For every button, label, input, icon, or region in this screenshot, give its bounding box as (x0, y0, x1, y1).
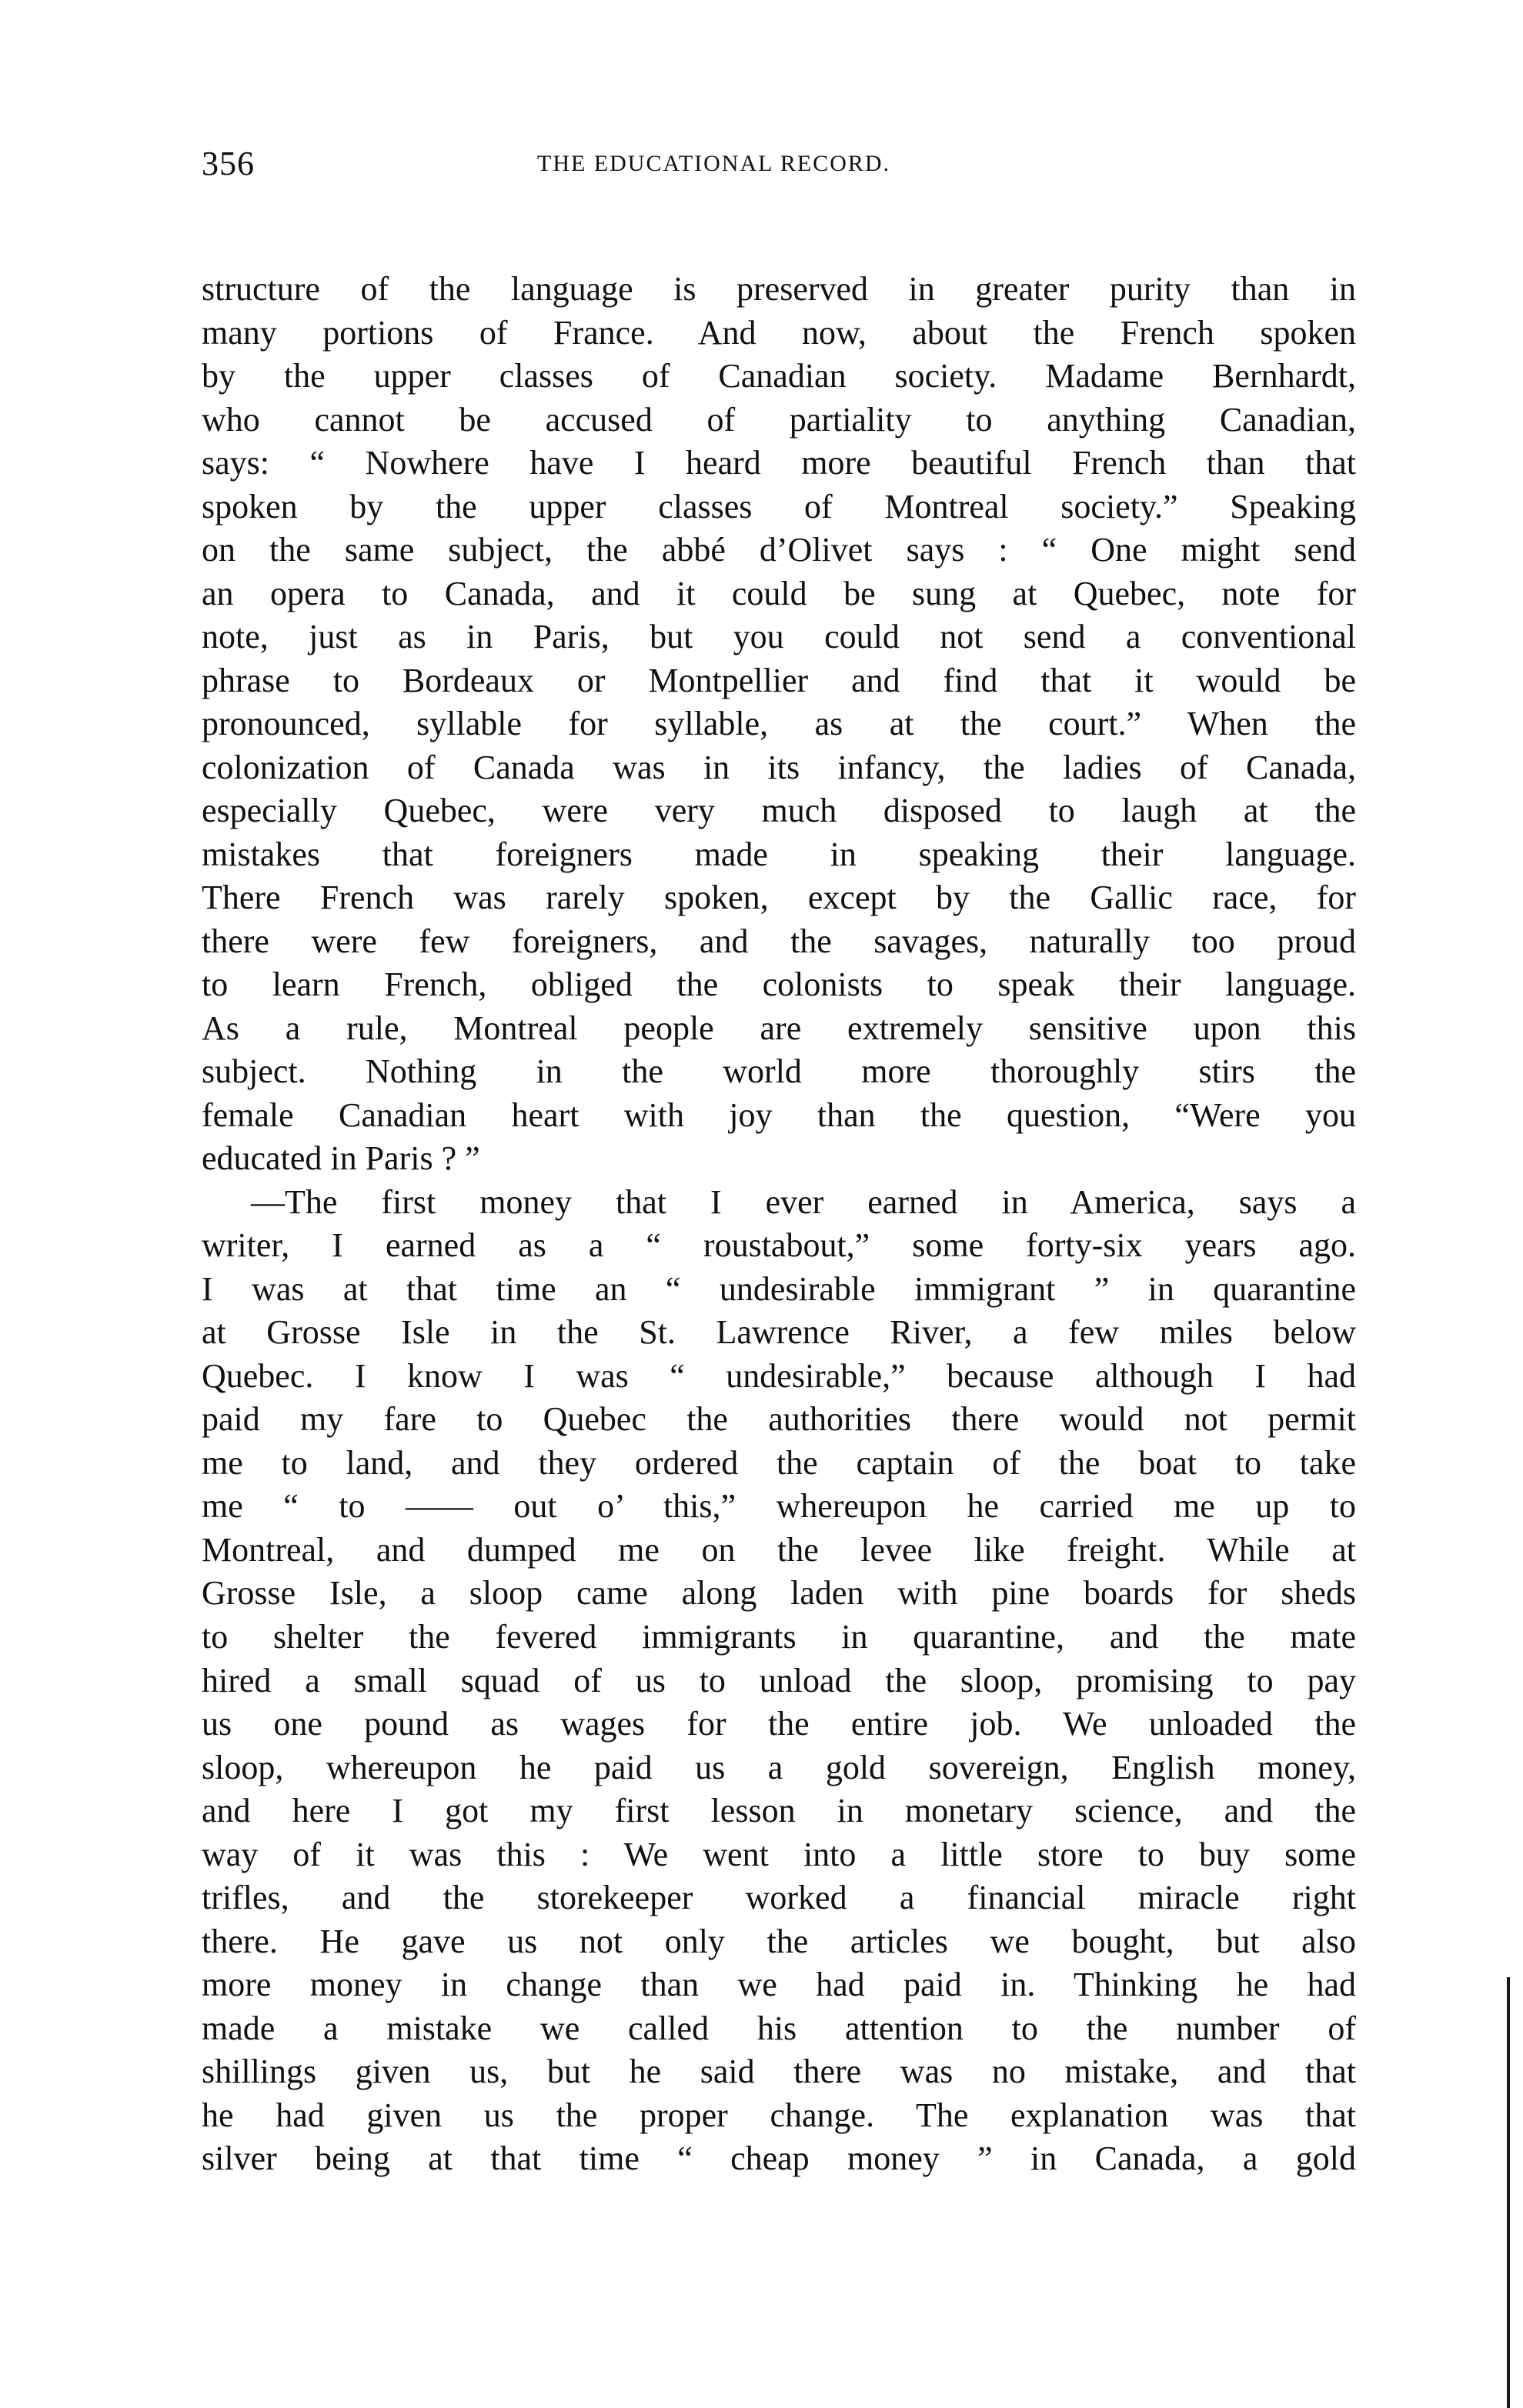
text-line: to learn French, obliged the colonists to speak their language. (202, 966, 1356, 1004)
text-line: by the upper classes of Canadian society. Madame Bernhardt, (202, 357, 1356, 395)
text-line: us one pound as wages for the entire job. We unloaded the (202, 1705, 1356, 1743)
text-line: an opera to Canada, and it could be sung at Quebec, note for (202, 574, 1356, 612)
text-line: made a mistake we called his attention to the number of (202, 2009, 1356, 2047)
page-number: 356 (202, 145, 255, 182)
text-line: colonization of Canada was in its infancy, the ladies of Canada, (202, 748, 1356, 786)
text-line: phrase to Bordeaux or Montpellier and find that it would be (202, 661, 1356, 699)
text-line: says: “ Nowhere have I heard more beautiful French than that (202, 444, 1356, 482)
text-line: silver being at that time “ cheap money ” in Canada, a gold (202, 2140, 1356, 2178)
text-line: mistakes that foreigners made in speaking their language. (202, 835, 1356, 873)
text-line: I was at that time an “ undesirable immigrant ” in quarantine (202, 1269, 1356, 1308)
text-line: There French was rarely spoken, except by the Gallic race, for (202, 879, 1356, 917)
text-line: hired a small squad of us to unload the sloop, promising to pay (202, 1661, 1356, 1699)
text-line: pronounced, syllable for syllable, as at the court.” When the (202, 705, 1356, 743)
text-line: educated in Paris ? ” (202, 1139, 480, 1178)
text-line: there. He gave us not only the articles we bought, but also (202, 1922, 1356, 1960)
text-line: writer, I earned as a “ roustabout,” some forty-six years ago. (202, 1226, 1356, 1265)
text-line: Quebec. I know I was “ undesirable,” because although I had (202, 1356, 1356, 1395)
text-line: he had given us the proper change. The explanation was that (202, 2096, 1356, 2134)
text-line: more money in change than we had paid in. Thinking he had (202, 1966, 1356, 2004)
page-edge-mark (1507, 1977, 1510, 2408)
running-title: THE EDUCATIONAL RECORD. (537, 151, 891, 176)
text-line: there were few foreigners, and the savages, naturally too proud (202, 922, 1356, 960)
text-line: shillings given us, but he said there was no mistake, and that (202, 2053, 1356, 2091)
text-line: note, just as in Paris, but you could not send a conventional (202, 618, 1356, 656)
text-line: me to land, and they ordered the captain of the boat to take (202, 1443, 1356, 1482)
text-line: me “ to —— out o’ this,” whereupon he carried me up to (202, 1487, 1356, 1526)
text-line: spoken by the upper classes of Montreal society.” Speaking (202, 487, 1356, 525)
text-line: female Canadian heart with joy than the question, “Were you (202, 1096, 1356, 1134)
text-line: to shelter the fevered immigrants in quarantine, and the mate (202, 1617, 1356, 1656)
text-line: sloop, whereupon he paid us a gold sovereign, English money, (202, 1748, 1356, 1786)
text-line: subject. Nothing in the world more thoroughly stirs the (202, 1052, 1356, 1091)
text-line: structure of the language is preserved in greater purity than in (202, 270, 1356, 308)
text-line: Montreal, and dumped me on the levee like freight. While at (202, 1530, 1356, 1569)
body-text (202, 268, 1356, 2181)
page-header (202, 137, 1356, 191)
text-line: on the same subject, the abbé d’Olivet says : “ One might send (202, 531, 1356, 569)
text-line: Grosse Isle, a sloop came along laden with pine boards for sheds (202, 1574, 1356, 1613)
text-line: —The first money that I ever earned in America, says a (251, 1182, 1356, 1221)
text-line: trifles, and the storekeeper worked a financial miracle right (202, 1879, 1356, 1917)
text-line: especially Quebec, were very much disposed to laugh at the (202, 792, 1356, 830)
text-line: many portions of France. And now, about the French spoken (202, 313, 1356, 352)
text-line: who cannot be accused of partiality to anything Canadian, (202, 400, 1356, 439)
text-line: way of it was this : We went into a little store to buy some (202, 1835, 1356, 1873)
text-line: and here I got my first lesson in monetary science, and the (202, 1792, 1356, 1830)
text-line: paid my fare to Quebec the authorities there would not permit (202, 1400, 1356, 1439)
text-line: As a rule, Montreal people are extremely sensitive upon this (202, 1009, 1356, 1047)
text-line: at Grosse Isle in the St. Lawrence River, a few miles below (202, 1313, 1356, 1352)
